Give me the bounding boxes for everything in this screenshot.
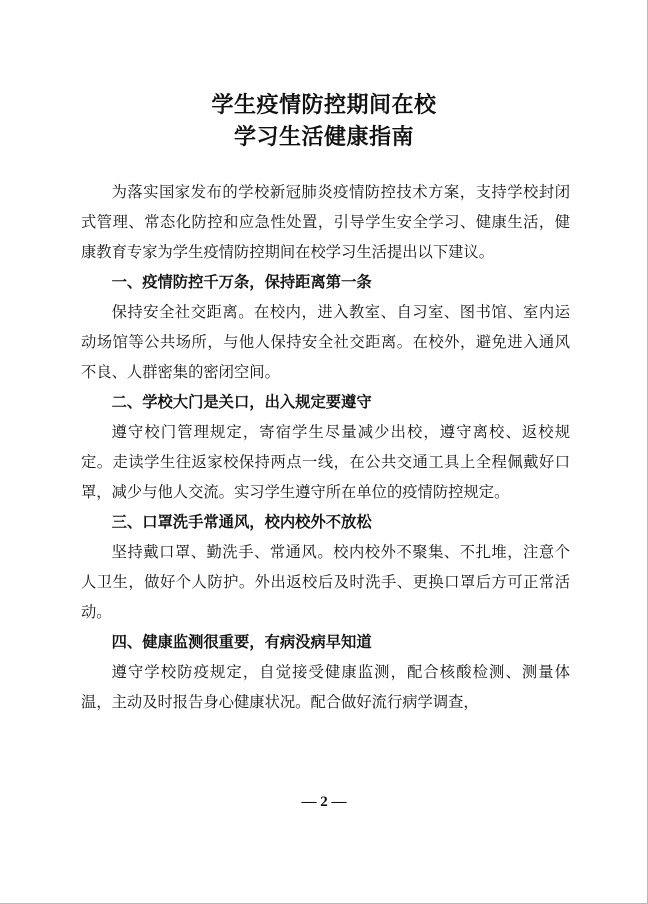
page-number: — 2 — [301, 794, 347, 810]
section-2-paragraph: 遵守校门管理规定，寄宿学生尽量减少出校，遵守离校、返校规定。走读学生往返家校保持两点一线，在公共交通工具上全程佩戴好口罩，减少与他人交流。实习学生遵守所在单位的疫情防控规定。 [81, 423, 570, 501]
section-3-paragraph: 坚持戴口罩、勤洗手、常通风。校内校外不聚集、不扎堆，注意个人卫生，做好个人防护。外出返校后及时洗手、更换口罩后方可正常活动。 [81, 543, 570, 621]
page-title-line-1: 学生疫情防控期间在校 [211, 92, 437, 118]
section-4-heading: 四、健康监测很重要，有病没病早知道 [111, 633, 372, 651]
intro-paragraph: 为落实国家发布的学校新冠肺炎疫情防控技术方案，支持学校封闭式管理、常态化防控和应急性处置，引导学生安全学习、健康生活，健康教育专家为学生疫情防控期间在校学习生活提出以下建议。 [81, 183, 570, 261]
section-3-heading: 三、口罩洗手常通风，校内校外不放松 [111, 513, 372, 531]
section-2-heading: 二、学校大门是关口，出入规定要遵守 [111, 393, 372, 411]
section-4-paragraph: 遵守学校防疫规定，自觉接受健康监测，配合核酸检测、测量体温，主动及时报告身心健康状况。配合做好流行病学调查， [81, 663, 570, 711]
section-1-paragraph: 保持安全社交距离。在校内，进入教室、自习室、图书馆、室内运动场馆等公共场所，与他人保持安全社交距离。在校外，避免进入通风不良、人群密集的密闭空间。 [81, 303, 570, 381]
document-body [81, 177, 570, 717]
page-title-line-2: 学习生活健康指南 [233, 124, 414, 150]
section-1-heading: 一、疫情防控千万条，保持距离第一条 [111, 273, 372, 291]
